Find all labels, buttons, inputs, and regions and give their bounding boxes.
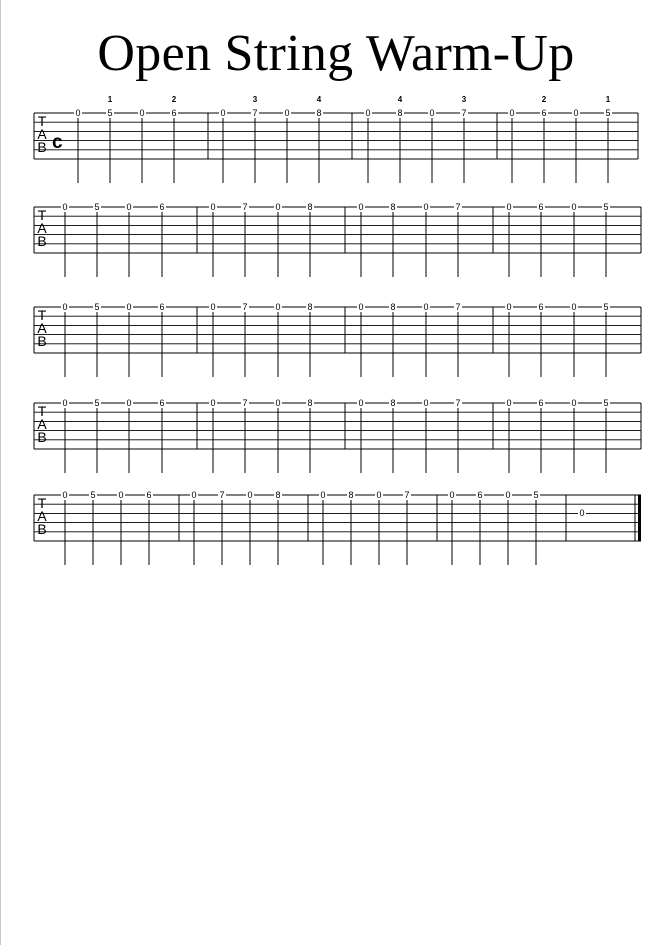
- fret-number: 8: [397, 108, 403, 118]
- fret-number: 8: [275, 490, 281, 500]
- tab-clef-letter: T: [37, 307, 47, 323]
- fret-number: 0: [62, 490, 68, 500]
- tab-clef-letter: T: [37, 113, 47, 129]
- fret-number: 7: [404, 490, 410, 500]
- fret-number: 5: [603, 398, 609, 408]
- tab-clef-letter: B: [37, 333, 47, 349]
- fret-number: 0: [579, 508, 585, 518]
- fret-number: 7: [242, 202, 248, 212]
- time-signature: c: [52, 132, 63, 153]
- fret-number: 0: [275, 398, 281, 408]
- fret-number: 8: [390, 398, 396, 408]
- tab-clef-letter: T: [37, 495, 47, 511]
- fret-number: 0: [126, 398, 132, 408]
- fret-number: 6: [538, 398, 544, 408]
- fingering-number: 2: [541, 95, 547, 104]
- tab-clef-letter: A: [37, 220, 47, 236]
- fret-number: 0: [62, 398, 68, 408]
- fret-number: 0: [191, 490, 197, 500]
- fingering-number: 1: [107, 95, 113, 104]
- fret-number: 5: [603, 202, 609, 212]
- fret-number: 0: [75, 108, 81, 118]
- fret-number: 0: [423, 202, 429, 212]
- fret-number: 6: [171, 108, 177, 118]
- fret-number: 5: [94, 398, 100, 408]
- fingering-number: 4: [397, 95, 403, 104]
- tab-clef-letter: A: [37, 416, 47, 432]
- fret-number: 7: [455, 302, 461, 312]
- fret-number: 0: [423, 302, 429, 312]
- fret-number: 0: [139, 108, 145, 118]
- fret-number: 0: [284, 108, 290, 118]
- fret-number: 8: [390, 202, 396, 212]
- fingering-number: 3: [461, 95, 467, 104]
- fret-number: 0: [573, 108, 579, 118]
- fret-number: 8: [307, 398, 313, 408]
- fret-number: 5: [90, 490, 96, 500]
- fret-number: 6: [477, 490, 483, 500]
- tab-system: [34, 95, 638, 183]
- fret-number: 5: [94, 302, 100, 312]
- fret-number: 5: [605, 108, 611, 118]
- fret-number: 0: [275, 202, 281, 212]
- tab-clef-letter: B: [37, 429, 47, 445]
- tab-clef-letter: B: [37, 521, 47, 537]
- fret-number: 0: [62, 202, 68, 212]
- fret-number: 7: [455, 202, 461, 212]
- fret-number: 6: [159, 302, 165, 312]
- fret-number: 0: [376, 490, 382, 500]
- fret-number: 7: [461, 108, 467, 118]
- fret-number: 7: [219, 490, 225, 500]
- tab-system: [34, 302, 641, 377]
- fret-number: 0: [62, 302, 68, 312]
- fret-number: 5: [94, 202, 100, 212]
- fingering-number: 2: [171, 95, 177, 104]
- fret-number: 0: [275, 302, 281, 312]
- fret-number: 7: [455, 398, 461, 408]
- fret-number: 0: [506, 398, 512, 408]
- fingering-number: 3: [252, 95, 258, 104]
- fingering-number: 1: [605, 95, 611, 104]
- fret-number: 0: [320, 490, 326, 500]
- fret-number: 0: [423, 398, 429, 408]
- fret-number: 5: [533, 490, 539, 500]
- tab-system: [34, 490, 641, 565]
- fret-number: 0: [220, 108, 226, 118]
- fret-number: 0: [126, 202, 132, 212]
- tab-clef-letter: T: [37, 207, 47, 223]
- fret-number: 0: [571, 398, 577, 408]
- fret-number: 6: [159, 398, 165, 408]
- fret-number: 0: [449, 490, 455, 500]
- fret-number: 0: [358, 302, 364, 312]
- fret-number: 8: [307, 202, 313, 212]
- fret-number: 6: [541, 108, 547, 118]
- tab-clef-letter: B: [37, 233, 47, 249]
- fret-number: 0: [506, 202, 512, 212]
- fret-number: 6: [159, 202, 165, 212]
- fret-number: 6: [538, 302, 544, 312]
- fret-number: 6: [146, 490, 152, 500]
- tab-clef-letter: A: [37, 508, 47, 524]
- fret-number: 0: [571, 202, 577, 212]
- fret-number: 0: [358, 202, 364, 212]
- fret-number: 0: [358, 398, 364, 408]
- fret-number: 0: [509, 108, 515, 118]
- fret-number: 8: [307, 302, 313, 312]
- final-barline-thick: [638, 495, 641, 541]
- tab-clef-letter: A: [37, 320, 47, 336]
- fret-number: 5: [603, 302, 609, 312]
- tab-system: [34, 398, 641, 473]
- fret-number: 0: [210, 398, 216, 408]
- fret-number: 0: [247, 490, 253, 500]
- fret-number: 8: [390, 302, 396, 312]
- score-title: Open String Warm-Up: [97, 25, 575, 82]
- fret-number: 7: [252, 108, 258, 118]
- tab-clef-letter: A: [37, 126, 47, 142]
- tab-clef-letter: B: [37, 139, 47, 155]
- fingering-number: 4: [316, 95, 322, 104]
- fret-number: 5: [107, 108, 113, 118]
- fret-number: 0: [365, 108, 371, 118]
- tab-clef-letter: T: [37, 403, 47, 419]
- fret-number: 7: [242, 302, 248, 312]
- fret-number: 8: [348, 490, 354, 500]
- tab-system: [34, 202, 641, 277]
- fret-number: 0: [118, 490, 124, 500]
- fret-number: 0: [506, 302, 512, 312]
- fret-number: 0: [429, 108, 435, 118]
- fret-number: 0: [210, 302, 216, 312]
- fret-number: 0: [505, 490, 511, 500]
- fret-number: 8: [316, 108, 322, 118]
- fret-number: 0: [571, 302, 577, 312]
- fret-number: 0: [126, 302, 132, 312]
- fret-number: 6: [538, 202, 544, 212]
- fret-number: 7: [242, 398, 248, 408]
- fret-number: 0: [210, 202, 216, 212]
